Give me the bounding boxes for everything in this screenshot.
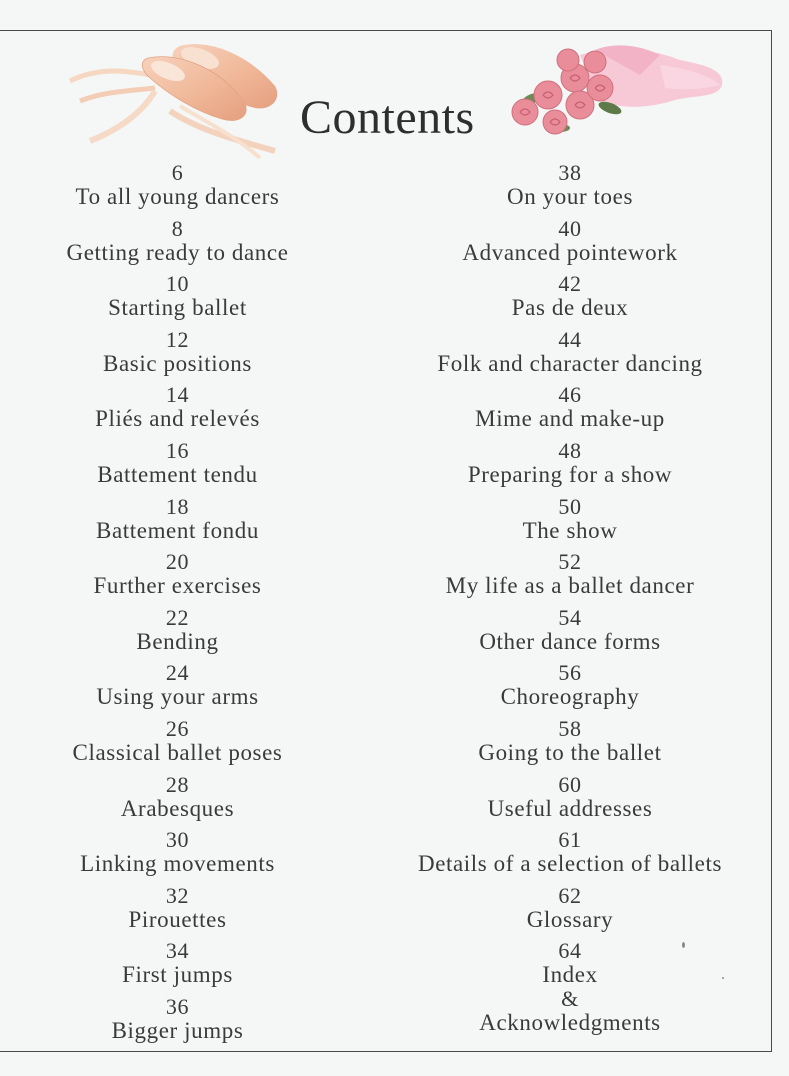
entry-title: Pliés and relevés <box>95 406 260 432</box>
entry-title: Pirouettes <box>128 906 227 932</box>
page-number: 44 <box>558 326 582 352</box>
ballet-shoes-image <box>60 36 285 161</box>
toc-entry[interactable] <box>128 882 227 941</box>
page-number: 52 <box>558 549 582 575</box>
toc-entry[interactable] <box>108 273 247 329</box>
entry-title: Getting ready to dance <box>66 239 289 265</box>
entry-title: Going to the ballet <box>478 739 662 765</box>
rose-bouquet-image <box>500 40 730 140</box>
toc-entry-index[interactable] <box>479 938 661 1036</box>
entry-title: Preparing for a show <box>467 461 673 487</box>
toc-entry[interactable] <box>76 162 280 218</box>
page-number: 26 <box>165 715 190 741</box>
entry-title: On your toes <box>506 184 634 209</box>
page-number: 30 <box>165 827 190 853</box>
entry-title-index: Index <box>542 962 598 988</box>
toc-entry[interactable] <box>97 437 258 496</box>
toc-entry[interactable] <box>120 771 235 830</box>
page-number: 60 <box>558 771 582 797</box>
toc-entry[interactable] <box>418 829 722 885</box>
toc-entry[interactable] <box>501 662 640 718</box>
page-number: 18 <box>165 493 190 519</box>
entry-title: Using your arms <box>96 684 259 710</box>
contents-right-column <box>405 160 735 1036</box>
entry-title: Mime and make-up <box>475 406 665 432</box>
entry-title: Advanced pointework <box>462 239 678 265</box>
toc-entry[interactable] <box>96 662 258 718</box>
page-number: 10 <box>165 271 190 297</box>
toc-entry[interactable] <box>96 493 259 552</box>
entry-title: My life as a ballet dancer <box>445 573 695 599</box>
entry-title: Battement tendu <box>97 461 258 487</box>
toc-entry[interactable] <box>479 604 661 663</box>
toc-entry[interactable] <box>437 326 703 385</box>
page-number: 32 <box>165 882 190 908</box>
entry-title: Details of a selection of ballets <box>417 851 722 877</box>
toc-entry[interactable] <box>512 273 628 329</box>
page-number: 61 <box>558 827 582 853</box>
toc-entry[interactable] <box>111 993 244 1052</box>
entry-title: Basic positions <box>103 350 252 376</box>
page-number: 34 <box>165 938 190 964</box>
toc-entry[interactable] <box>467 437 673 496</box>
page-number: 8 <box>171 215 184 241</box>
page-number: 12 <box>165 326 190 352</box>
entry-title: Other dance forms <box>479 628 661 654</box>
page-number: 56 <box>558 660 582 686</box>
entry-title: The show <box>522 517 618 543</box>
toc-entry[interactable] <box>446 551 695 607</box>
page-number: 46 <box>558 382 582 408</box>
page-number: 14 <box>165 382 190 408</box>
page-number: 36 <box>165 993 190 1019</box>
page-title: Contents <box>300 91 475 145</box>
toc-entry[interactable] <box>95 384 260 440</box>
toc-entry[interactable] <box>136 604 219 663</box>
toc-entry[interactable] <box>462 215 678 274</box>
entry-title: Further exercises <box>93 573 262 599</box>
page-number: 64 <box>558 938 582 964</box>
page-number: 24 <box>165 660 190 686</box>
page-number: 22 <box>165 604 190 630</box>
entry-title: Glossary <box>526 906 614 932</box>
entry-title: Pas de deux <box>511 295 629 321</box>
entry-title: Folk and character dancing <box>437 350 703 376</box>
toc-entry[interactable] <box>487 771 653 830</box>
toc-entry[interactable] <box>72 715 283 774</box>
ampersand: & <box>561 986 579 1012</box>
page-number: 50 <box>558 493 582 519</box>
page-number: 38 <box>558 160 582 185</box>
page-number: 42 <box>558 271 582 297</box>
toc-entry[interactable] <box>122 940 233 996</box>
page-number: 16 <box>165 437 190 463</box>
paper-speck <box>722 977 724 979</box>
toc-entry[interactable] <box>103 326 252 385</box>
entry-title: Bigger jumps <box>111 1017 244 1043</box>
page-number: 28 <box>165 771 190 797</box>
toc-entry[interactable] <box>478 715 662 774</box>
toc-entry[interactable] <box>80 829 275 885</box>
toc-entry[interactable] <box>94 551 262 607</box>
entry-title: First jumps <box>122 962 233 988</box>
toc-entry[interactable] <box>526 882 614 941</box>
entry-title: To all young dancers <box>75 184 280 209</box>
page-number: 48 <box>558 437 582 463</box>
entry-title: Classical ballet poses <box>72 739 283 765</box>
entry-title: Starting ballet <box>108 295 247 321</box>
toc-entry[interactable] <box>522 493 618 552</box>
toc-entry[interactable] <box>66 215 289 274</box>
entry-title: Arabesques <box>120 795 235 821</box>
entry-title: Useful addresses <box>487 795 653 821</box>
toc-entry[interactable] <box>475 384 665 440</box>
entry-title: Battement fondu <box>96 517 259 543</box>
page-number: 58 <box>558 715 582 741</box>
page-number: 20 <box>165 549 190 575</box>
entry-title-acknowledgments: Acknowledgments <box>479 1010 661 1036</box>
contents-left-column <box>40 162 315 1052</box>
paper-speck <box>682 942 685 948</box>
entry-title: Linking movements <box>80 851 275 877</box>
page-number: 6 <box>171 160 184 185</box>
page-number: 54 <box>558 604 582 630</box>
page-number: 62 <box>558 882 582 908</box>
entry-title: Choreography <box>500 684 640 710</box>
page-number: 40 <box>558 215 582 241</box>
entry-title: Bending <box>136 628 219 654</box>
toc-entry[interactable] <box>507 162 633 218</box>
